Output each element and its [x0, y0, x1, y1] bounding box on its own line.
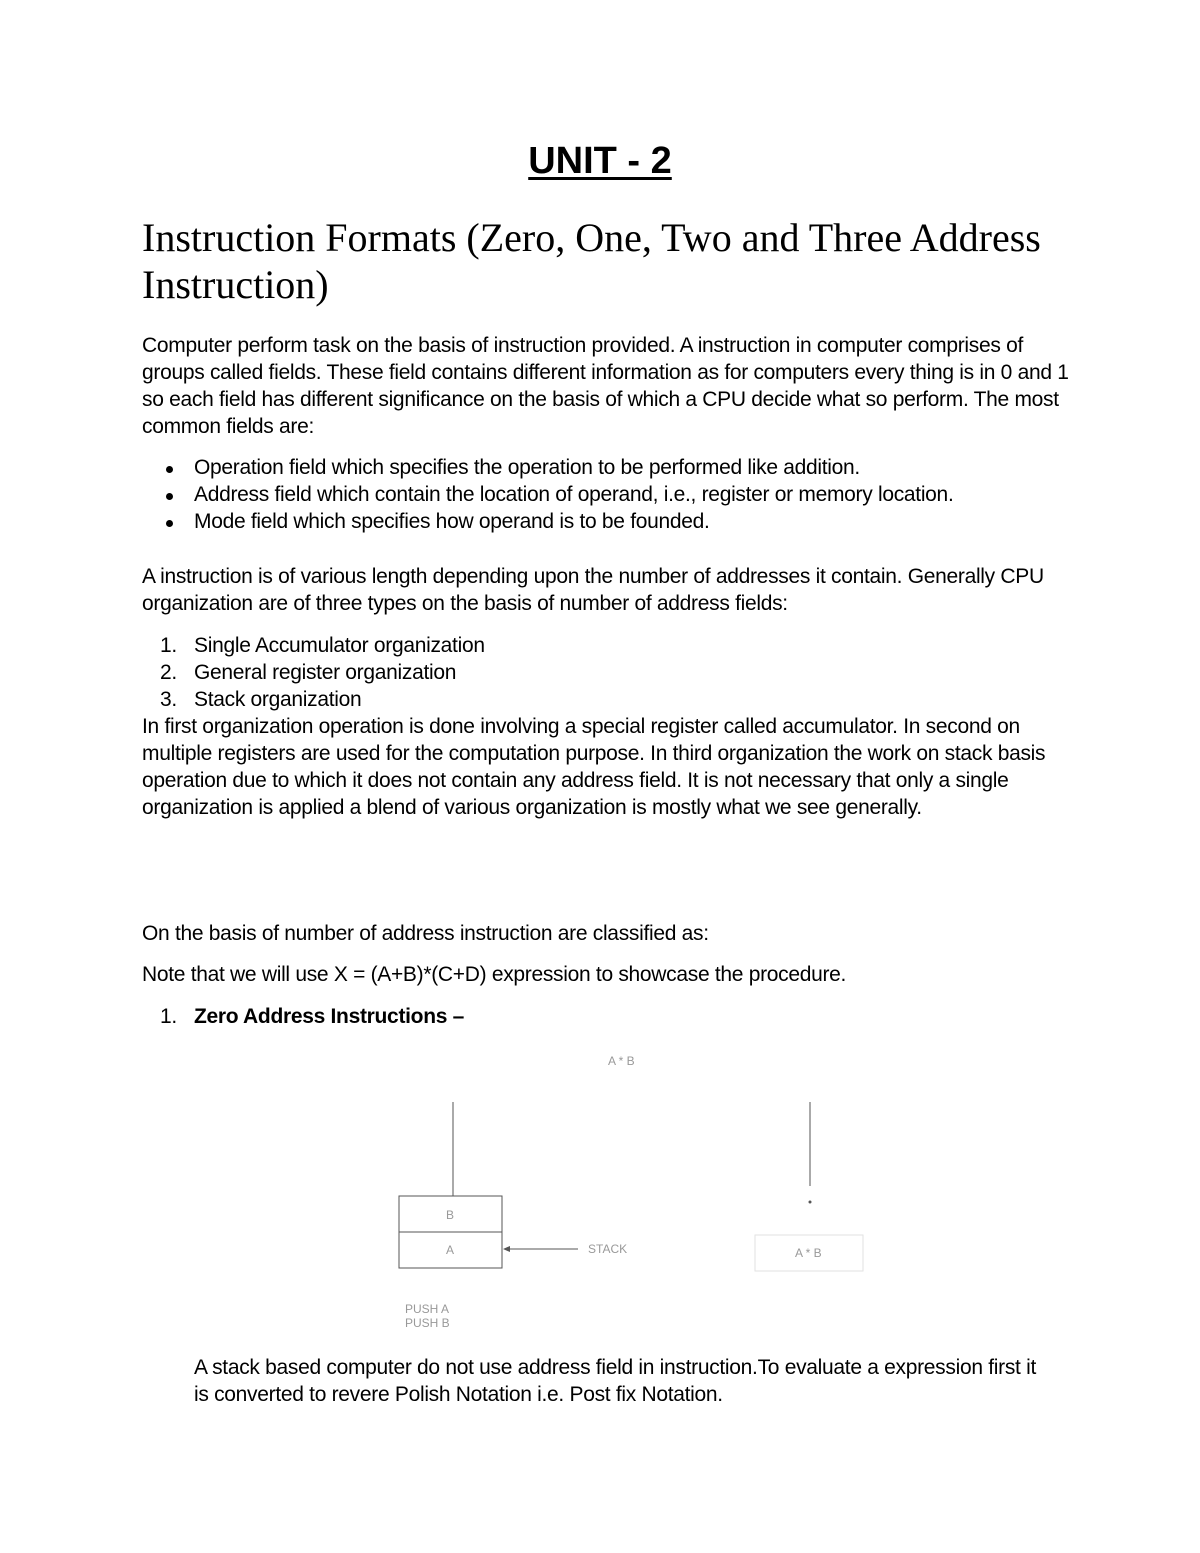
- closing-paragraph: A stack based computer do not use address field in instruction.To evaluate a expression first it is converted to revere Polish Notation i.e. Post fix Notation.: [194, 1356, 1037, 1406]
- list-item: 2. General register organization: [160, 661, 457, 684]
- list-item: 1. Single Accumulator organization: [160, 634, 485, 657]
- push-instructions: [405, 1302, 450, 1330]
- bullet-icon: [166, 466, 173, 473]
- organization-paragraph: In first organization operation is done involving a special register called accumulator. In second on multiple registers are used for the computation purpose. In third organization the work on stack basis operation due to which it does not contain any address field. It is not necessary that only a single organization is applied a blend of various organization is mostly what we see generally.: [142, 715, 1046, 819]
- stack-bottom-cell: A: [446, 1243, 455, 1257]
- list-item: Operation field which specifies the operation to be performed like addition.: [142, 454, 1042, 481]
- note-line: Note that we will use X = (A+B)*(C+D) expression to showcase the procedure.: [142, 963, 847, 986]
- top-label: A * B: [608, 1054, 635, 1068]
- arrow-head-icon: [503, 1246, 510, 1252]
- length-paragraph: A instruction is of various length depending upon the number of addresses it contain. Generally CPU organization are of three types on the basis of number of address fields:: [142, 565, 1044, 615]
- bullet-icon: [166, 520, 173, 527]
- stack-diagram-svg: [0, 1040, 1200, 1350]
- push-line: PUSH B: [405, 1316, 450, 1330]
- right-dot: [809, 1201, 812, 1204]
- section-heading: Instruction Formats (Zero, One, Two and Three Address Instruction): [142, 215, 1041, 307]
- intro-paragraph: Computer perform task on the basis of instruction provided. A instruction in computer comprises of groups called fields. These field contains different information as for computers every thing is in 0 and 1 so each field has different significance on the basis of which a CPU decide what so perform. The most common fields are:: [142, 334, 1069, 438]
- classification-line: On the basis of number of address instruction are classified as:: [142, 922, 709, 945]
- unit-title: UNIT - 2: [528, 140, 672, 182]
- list-item: 1. Zero Address Instructions –: [160, 1005, 465, 1028]
- list-item: 3. Stack organization: [160, 688, 362, 711]
- list-item: Address field which contain the location of operand, i.e., register or memory location.: [142, 481, 1042, 508]
- list-item: Mode field which specifies how operand is to be founded.: [142, 508, 1042, 535]
- fields-list: [142, 454, 1042, 535]
- stack-diagram: [0, 1040, 1200, 1350]
- organization-list: [142, 632, 1042, 713]
- push-line: PUSH A: [405, 1302, 450, 1316]
- stack-top-cell: B: [446, 1208, 455, 1222]
- stack-label: STACK: [588, 1242, 628, 1256]
- result-label: A * B: [795, 1246, 822, 1260]
- bullet-icon: [166, 493, 173, 500]
- instruction-types-list: [142, 1003, 1042, 1030]
